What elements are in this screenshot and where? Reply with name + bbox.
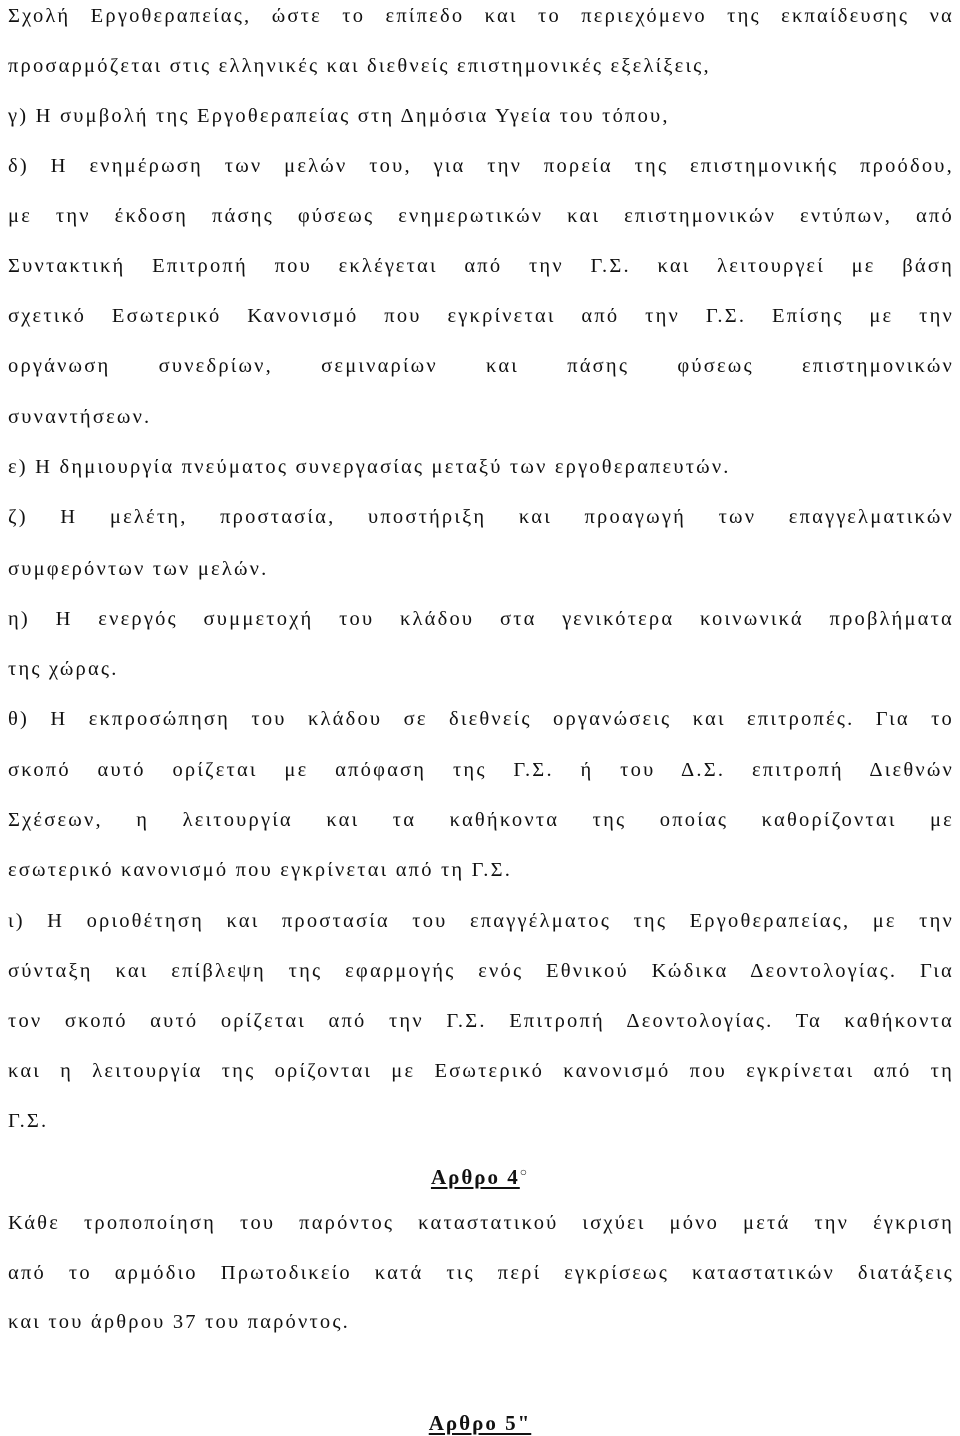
body-text-line: και η λειτουργία της ορίζονται με Εσωτερικό κανονισμό που εγκρίνεται από τη bbox=[8, 1060, 954, 1082]
body-text-line: συναντήσεων. bbox=[8, 406, 152, 428]
body-text-line: οργάνωση συνεδρίων, σεμιναρίων και πάσης φύσεως επιστημονικών bbox=[8, 355, 954, 377]
body-text-line: τον σκοπό αυτό ορίζεται από την Γ.Σ. Επιτροπή Δεοντολογίας. Τα καθήκοντα bbox=[8, 1010, 954, 1032]
body-text-line: Κάθε τροποποίηση του παρόντος καταστατικού ισχύει μόνο μετά την έγκριση bbox=[8, 1212, 954, 1234]
body-text-line: ε) Η δημιουργία πνεύματος συνεργασίας μεταξύ των εργοθεραπευτών. bbox=[8, 456, 731, 478]
body-text-line: και του άρθρου 37 του παρόντος. bbox=[8, 1311, 350, 1333]
body-text-line: η) Η ενεργός συμμετοχή του κλάδου στα γενικότερα κοινωνικά προβλήματα bbox=[8, 608, 954, 630]
article-4-heading-text: Αρθρο 4 bbox=[430, 1165, 520, 1189]
body-text-line: από το αρμόδιο Πρωτοδικείο κατά τις περί εγκρίσεως καταστατικών διατάξεις bbox=[8, 1262, 954, 1284]
body-text-line: ι) Η οριοθέτηση και προστασία του επαγγέλματος της Εργοθεραπείας, με την bbox=[8, 910, 954, 932]
body-text-line: συμφερόντων των μελών. bbox=[8, 558, 269, 580]
body-text-line: Σχέσεων, η λειτουργία και τα καθήκοντα της οποίας καθορίζονται με bbox=[8, 809, 954, 831]
body-text-line: δ) Η ενημέρωση των μελών του, για την πορεία της επιστημονικής προόδου, bbox=[8, 155, 954, 177]
body-text-line: εσωτερικό κανονισμό που εγκρίνεται από τη Γ.Σ. bbox=[8, 859, 513, 881]
body-text-line: σύνταξη και επίβλεψη της εφαρμογής ενός Εθνικού Κώδικα Δεοντολογίας. Για bbox=[8, 960, 954, 982]
body-text-line: της χώρας. bbox=[8, 658, 119, 680]
body-text-line: με την έκδοση πάσης φύσεως ενημερωτικών και επιστημονικών εντύπων, από bbox=[8, 205, 954, 227]
body-text-line: σχετικό Εσωτερικό Κανονισμό που εγκρίνεται από την Γ.Σ. Επίσης με την bbox=[8, 305, 954, 327]
article-4-heading bbox=[0, 1159, 960, 1189]
degree-mark: ○ bbox=[519, 1165, 530, 1179]
article-5-heading bbox=[0, 1410, 960, 1436]
body-text-line: Σχολή Εργοθεραπείας, ώστε το επίπεδο και το περιεχόμενο της εκπαίδευσης να bbox=[8, 5, 954, 27]
body-text-line: Γ.Σ. bbox=[8, 1110, 49, 1132]
body-text-line: ζ) Η μελέτη, προστασία, υποστήριξη και προαγωγή των επαγγελματικών bbox=[8, 506, 954, 528]
body-text-line: γ) Η συμβολή της Εργοθεραπείας στη Δημόσια Υγεία του τόπου, bbox=[8, 105, 670, 127]
body-text-line: Συντακτική Επιτροπή που εκλέγεται από την Γ.Σ. και λειτουργεί με βάση bbox=[8, 255, 954, 277]
article-5-heading-text: Αρθρο 5" bbox=[428, 1411, 532, 1435]
body-text-line: σκοπό αυτό ορίζεται με απόφαση της Γ.Σ. ή του Δ.Σ. επιτροπή Διεθνών bbox=[8, 759, 954, 781]
body-text-line: θ) Η εκπροσώπηση του κλάδου σε διεθνείς οργανώσεις και επιτροπές. Για το bbox=[8, 708, 954, 730]
body-text-line: προσαρμόζεται στις ελληνικές και διεθνείς επιστημονικές εξελίξεις, bbox=[8, 55, 711, 77]
